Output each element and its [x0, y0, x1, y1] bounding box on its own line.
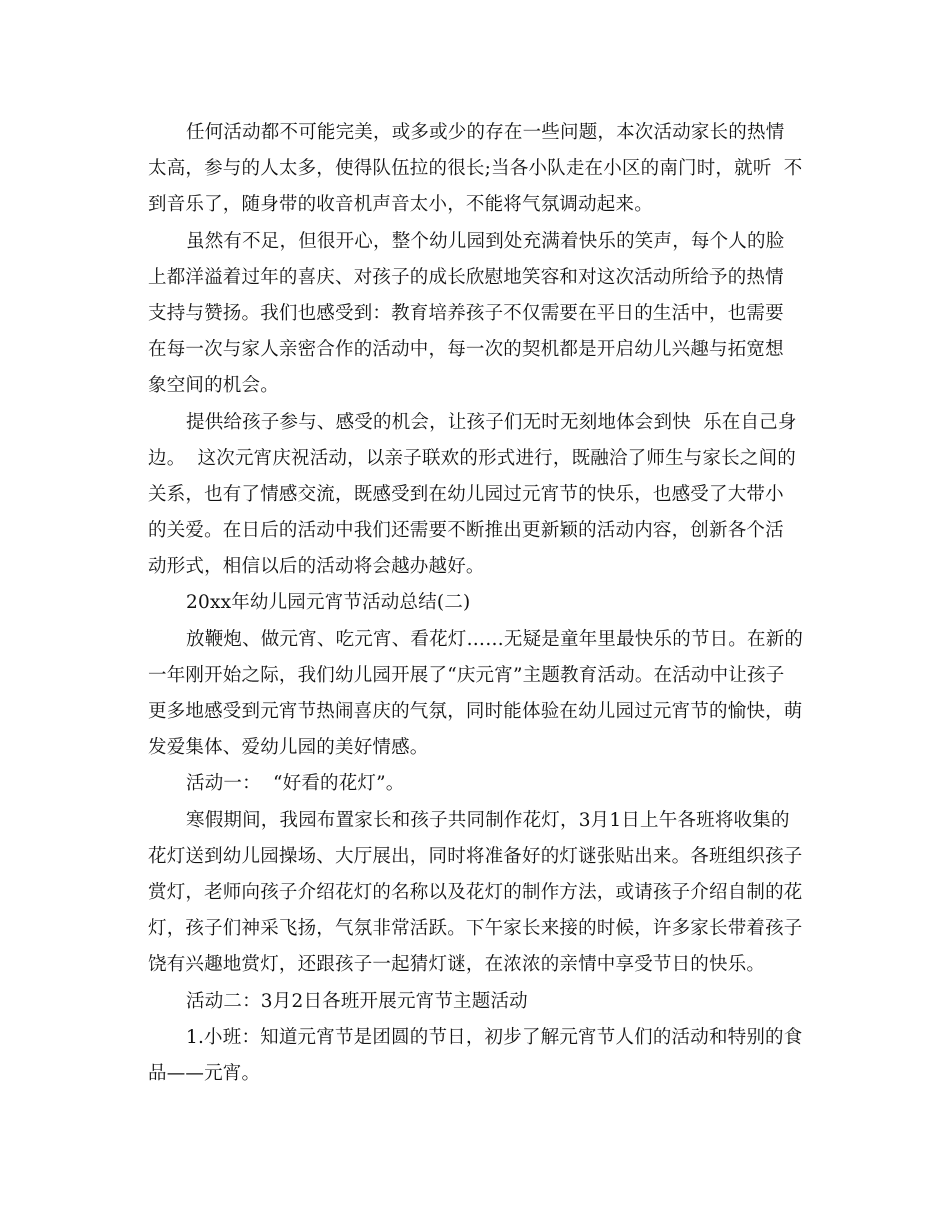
text-line: 动形式，相信以后的活动将会越办越好。 [148, 556, 485, 578]
text-line: 支持与赞扬。我们也感受到：教育培养孩子不仅需要在平日的生活中，也需要 [148, 302, 784, 324]
text-line: 提供给孩子参与、感受的机会，让孩子们无时无刻地体会到快 乐在自己身 [186, 411, 797, 433]
text-line: 花灯送到幼儿园操场、大厅展出，同时将准备好的灯谜张贴出来。各班组织孩子 [148, 845, 803, 867]
text-line: 寒假期间，我园布置家长和孩子共同制作花灯，3月1日上午各班将收集的 [186, 809, 790, 831]
text-line: 发爱集体、爱幼儿园的美好情感。 [148, 737, 429, 759]
text-line: 活动二：3月2日各班开展元宵节主题活动 [186, 990, 528, 1012]
text-line: 的关爱。在日后的活动中我们还需要不断推出更新颖的活动内容，创新各个活 [148, 520, 784, 542]
text-line: 活动一： “好看的花灯”。 [186, 773, 405, 795]
text-line: 任何活动都不可能完美，或多或少的存在一些问题，本次活动家长的热情 [186, 122, 785, 143]
text-line: 品——元宵。 [148, 1062, 261, 1084]
text-line: 赏灯，老师向孩子介绍花灯的名称以及花灯的制作方法，或请孩子介绍自制的花 [148, 881, 803, 903]
text-line: 太高，参与的人太多，使得队伍拉的很长;当各小队走在小区的南门时，就听 不 [148, 158, 803, 180]
text-line: 20xx年幼儿园元宵节活动总结(二) [186, 592, 471, 614]
text-line: 1.小班：知道元宵节是团圆的节日，初步了解元宵节人们的活动和特别的食 [186, 1026, 803, 1048]
text-line: 上都洋溢着过年的喜庆、对孩子的成长欣慰地笑容和对这次活动所给予的热情 [148, 266, 784, 288]
text-line: 放鞭炮、做元宵、吃元宵、看花灯……无疑是童年里最快乐的节日。在新的 [186, 628, 804, 650]
text-line: 虽然有不足，但很开心，整个幼儿园到处充满着快乐的笑声，每个人的脸 [186, 230, 785, 252]
text-line: 饶有兴趣地赏灯，还跟孩子一起猜灯谜，在浓浓的亲情中享受节日的快乐。 [148, 954, 766, 976]
document-page [148, 115, 804, 1092]
text-line: 灯，孩子们神采飞扬，气氛非常活跃。下午家长来接的时候，许多家长带着孩子 [148, 918, 803, 940]
text-line: 更多地感受到元宵节热闹喜庆的气氛，同时能体验在幼儿园过元宵节的愉快，萌 [148, 701, 803, 722]
text-line: 边。 这次元宵庆祝活动，以亲子联欢的形式进行，既融洽了师生与家长之间的 [148, 447, 796, 469]
text-line: 一年刚开始之际，我们幼儿园开展了“庆元宵”主题教育活动。在活动中让孩子 [148, 664, 785, 686]
text-line: 在每一次与家人亲密合作的活动中，每一次的契机都是开启幼儿兴趣与拓宽想 [148, 339, 784, 361]
text-line: 到音乐了，随身带的收音机声音太小，不能将气氛调动起来。 [148, 194, 653, 216]
text-line: 关系，也有了情感交流，既感受到在幼儿园过元宵节的快乐，也感受了大带小 [148, 483, 784, 505]
text-line: 象空间的机会。 [148, 375, 279, 397]
